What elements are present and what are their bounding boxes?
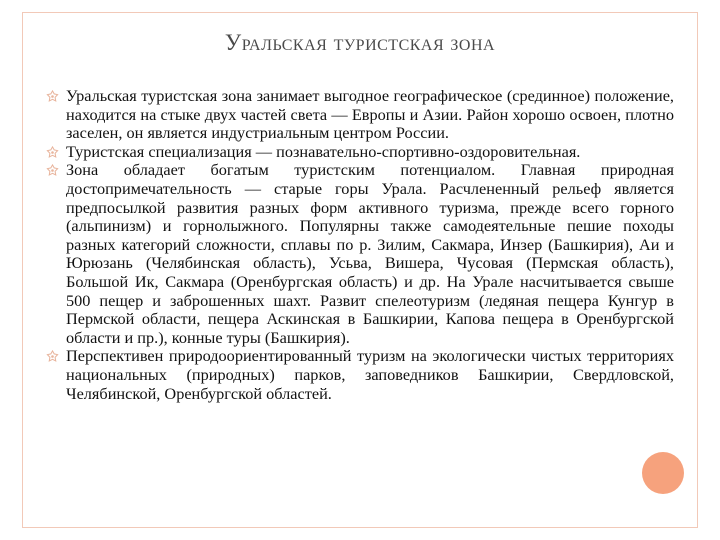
decorative-circle: [642, 452, 684, 494]
slide-title: Уральская туристская зона: [224, 30, 496, 55]
list-item-text: Уральская туристская зона занимает выгодное географическое (срединное) положение, находится на стыке двух частей света — Европы и Азии. Район хорошо освоен, плотно заселен, он является индустриальным центром России.: [66, 86, 674, 143]
ornament-bullet-icon: [46, 90, 59, 103]
list-item: [46, 347, 674, 403]
ornament-bullet-icon: [46, 146, 59, 159]
list-item-text: Перспективен природоориентированный туризм на экологически чистых территориях национальных (природных) парков, заповедников Башкирии, Свердловской, Челябинской, Оренбургской областей.: [66, 346, 674, 403]
ornament-bullet-icon: [46, 350, 59, 363]
list-item-text: Туристская специализация — познавательно-спортивно-оздоровительная.: [66, 141, 581, 161]
list-item-text: Зона обладает богатым туристским потенциалом. Главная природная достопримечательность — старые горы Урала. Расчлененный рельеф является предпосылкой развития разных форм активного туризма, прежде всего горного (альпинизм) и горнолыжного. Популярны также самодеятельные пешие походы разных категорий сложности, сплавы по р. Зилим, Сакмара, Инзер (Башкирия), Аи и Юрюзань (Челябинская область), Усьва, Вишера, Чусовая (Пермская область), Большой Ик, Сакмара (Оренбургская область) и др. На Урале насчитывается свыше 500 пещер и заброшенных шахт. Развит спелеотуризм (ледяная пещера Кунгур в Пермской области, пещера Аскинская в Башкирии, Капова пещера в Оренбургской области и пр.), конные туры (Башкирия).: [66, 160, 674, 347]
bullet-list: [46, 87, 674, 403]
list-item: [46, 87, 674, 143]
list-item: [46, 143, 674, 162]
ornament-bullet-icon: [46, 164, 59, 177]
list-item: [46, 161, 674, 347]
